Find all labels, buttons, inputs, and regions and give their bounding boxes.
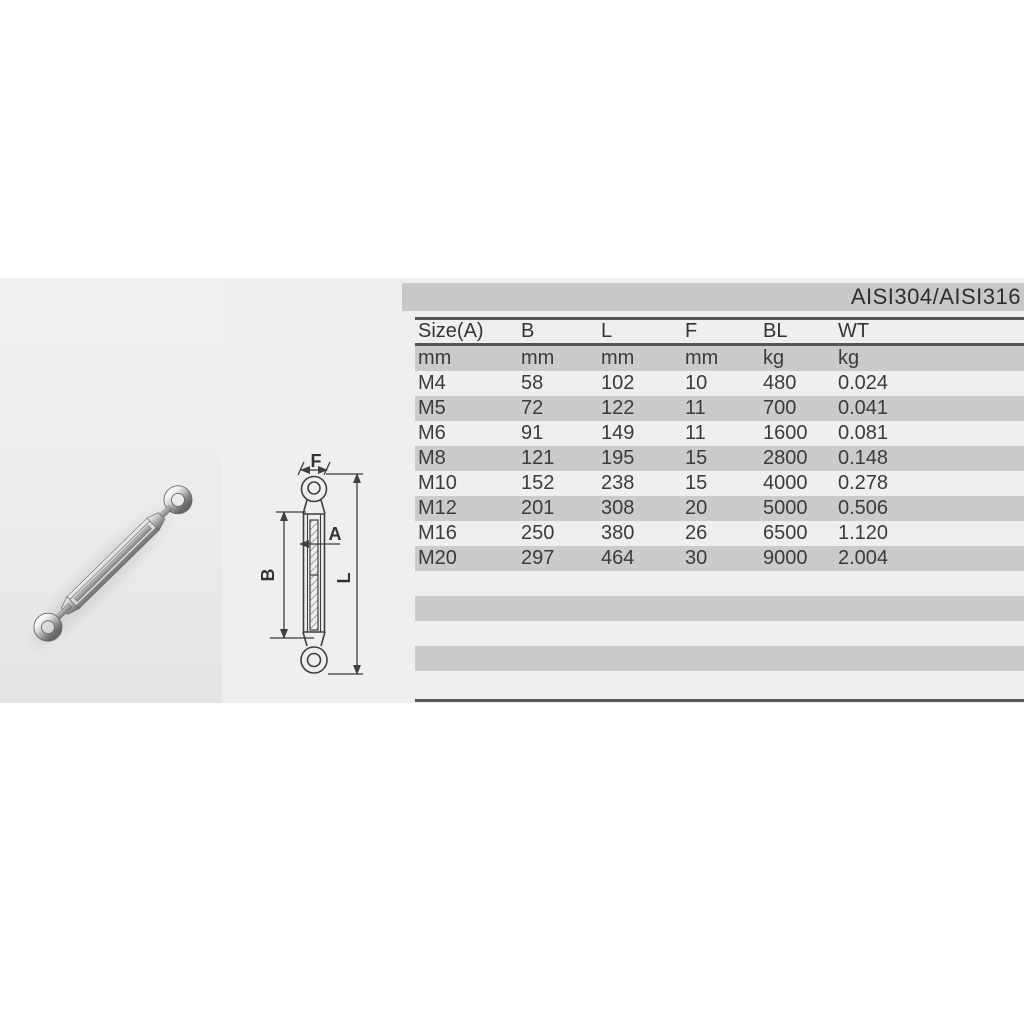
spec-cell: 0.024: [838, 372, 889, 394]
units-cell: mm: [418, 347, 452, 369]
table-row: [415, 471, 1024, 496]
spec-cell: 10: [685, 372, 708, 394]
empty-row: [415, 571, 1024, 596]
label-a: A: [328, 524, 342, 544]
spec-cell: 464: [601, 547, 635, 569]
spec-cell: 0.041: [838, 397, 889, 419]
size-cell: M8: [418, 447, 446, 469]
spec-cell: 4000: [763, 472, 808, 494]
spec-cell: 0.506: [838, 497, 889, 519]
empty-row: [415, 596, 1024, 621]
spec-cell: 238: [601, 472, 635, 494]
spec-cell: 380: [601, 522, 635, 544]
spec-cell: 1.120: [838, 522, 889, 544]
spec-cell: 201: [521, 497, 555, 519]
spec-cell: 5000: [763, 497, 808, 519]
table-row: [415, 371, 1024, 396]
dimension-diagram: [222, 278, 402, 703]
spec-cell: 20: [685, 497, 708, 519]
label-l: L: [334, 572, 354, 584]
spec-cell: 0.081: [838, 422, 889, 444]
empty-row: [415, 671, 1024, 699]
spec-cell: 58: [521, 372, 544, 394]
spec-cell: 308: [601, 497, 635, 519]
size-cell: M10: [418, 472, 457, 494]
units-cell: mm: [685, 347, 719, 369]
spec-cell: 121: [521, 447, 555, 469]
spec-cell: 122: [601, 397, 635, 419]
product-photo: [0, 278, 222, 703]
spec-header-row: [415, 320, 1024, 343]
spec-cell: 6500: [763, 522, 808, 544]
spec-cell: 11: [685, 422, 706, 444]
table-row: [415, 446, 1024, 471]
bottom-rule: [415, 699, 1024, 702]
drawing-outline: [301, 477, 327, 674]
dimension-labels: [258, 451, 354, 584]
size-cell: M16: [418, 522, 457, 544]
spec-cell: 15: [685, 472, 708, 494]
spec-cell: 700: [763, 397, 797, 419]
spec-table-body: [415, 346, 1024, 671]
spec-table-region: [402, 283, 1024, 702]
label-b: B: [258, 568, 278, 582]
units-cell: kg: [763, 347, 785, 369]
size-cell: M6: [418, 422, 446, 444]
spec-cell: 2800: [763, 447, 808, 469]
table-row: [415, 546, 1024, 571]
spec-cell: 0.278: [838, 472, 889, 494]
spec-cell: 480: [763, 372, 797, 394]
units-cell: mm: [521, 347, 555, 369]
spec-cell: 195: [601, 447, 635, 469]
spec-cell: 152: [521, 472, 555, 494]
size-cell: M4: [418, 372, 446, 394]
content-strip: [0, 278, 1024, 703]
size-cell: M20: [418, 547, 457, 569]
spec-cell: 2.004: [838, 547, 889, 569]
spec-cell: 1600: [763, 422, 808, 444]
table-row: [415, 496, 1024, 521]
label-f: F: [310, 451, 322, 471]
column-header: WT: [838, 320, 870, 342]
units-cell: mm: [601, 347, 635, 369]
empty-row: [415, 646, 1024, 671]
turnbuckle-drawing: [222, 278, 402, 703]
table-row: [415, 521, 1024, 546]
spec-cell: 149: [601, 422, 635, 444]
spec-cell: 297: [521, 547, 555, 569]
units-row: [415, 346, 1024, 371]
spec-cell: 11: [685, 397, 706, 419]
spec-cell: 250: [521, 522, 555, 544]
material-band: [402, 283, 1024, 311]
table-row: [415, 421, 1024, 446]
empty-row: [415, 621, 1024, 646]
column-header: L: [601, 320, 613, 342]
material-label: AISI304/AISI316: [850, 284, 1021, 309]
spec-cell: 102: [601, 372, 635, 394]
column-header: F: [685, 320, 698, 342]
units-cell: kg: [838, 347, 860, 369]
spec-cell: 91: [521, 422, 544, 444]
spec-cell: 15: [685, 447, 708, 469]
turnbuckle-photo-illustration: [0, 278, 222, 703]
size-cell: M5: [418, 397, 446, 419]
spec-cell: 9000: [763, 547, 808, 569]
table-row: [415, 396, 1024, 421]
column-header: B: [521, 320, 535, 342]
column-header: Size(A): [418, 320, 484, 342]
spec-cell: 26: [685, 522, 708, 544]
spec-cell: 72: [521, 397, 544, 419]
spec-cell: 0.148: [838, 447, 889, 469]
spec-cell: 30: [685, 547, 708, 569]
column-header: BL: [763, 320, 788, 342]
spec-table: [415, 317, 1024, 702]
size-cell: M12: [418, 497, 457, 519]
